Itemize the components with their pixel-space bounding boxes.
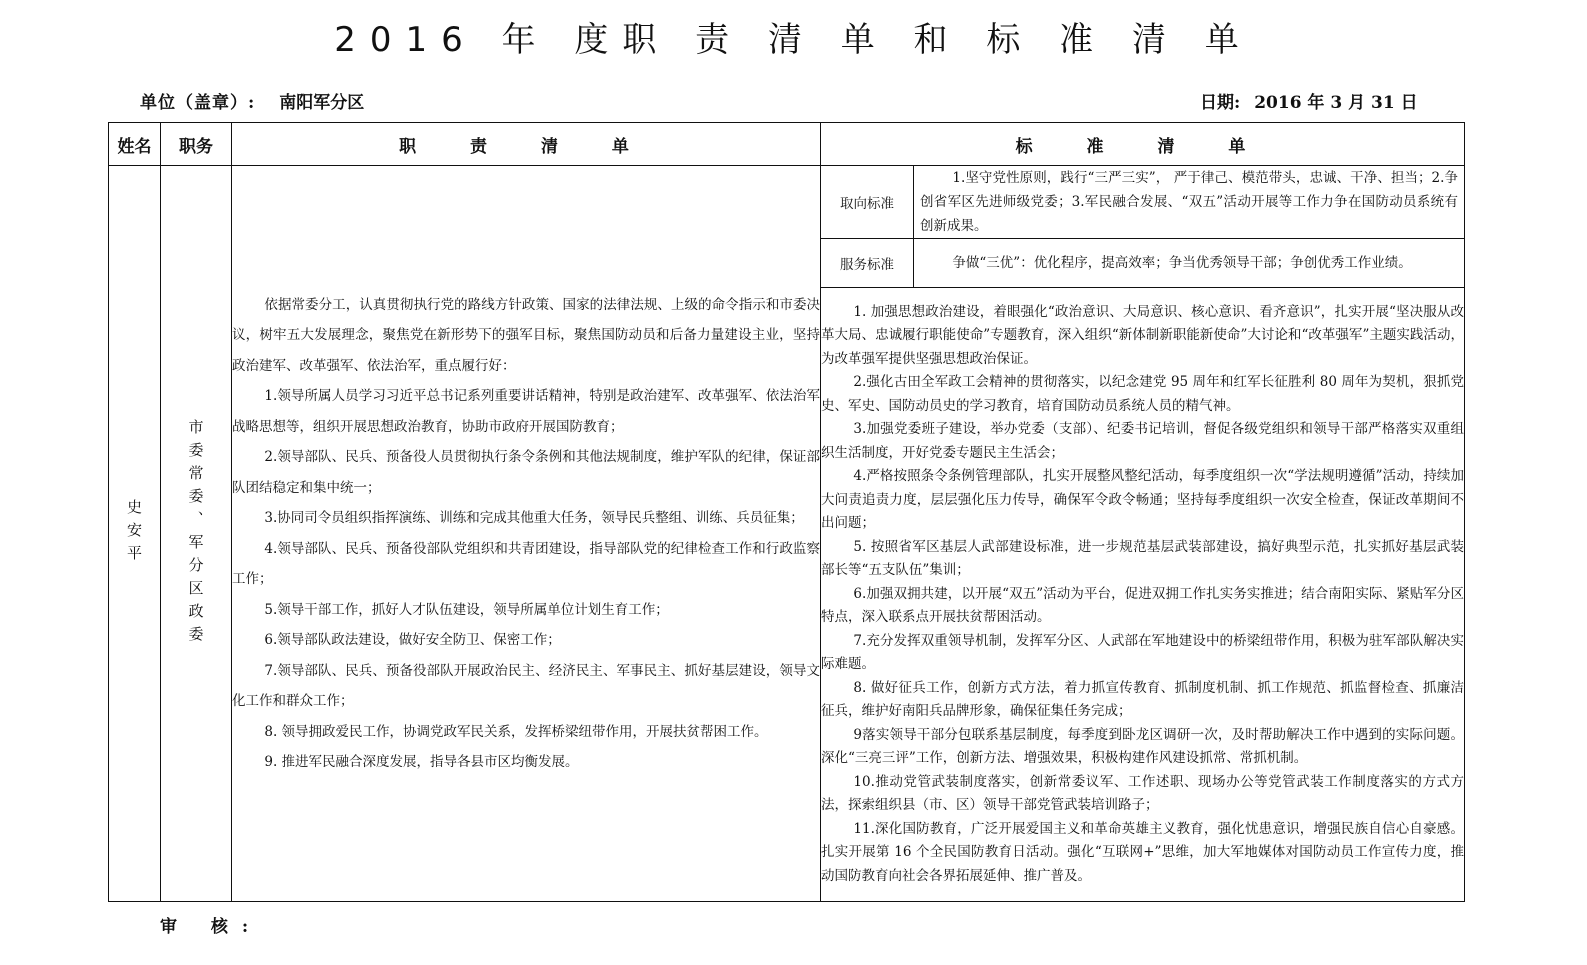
duty-paragraph: 3.协同司令员组织指挥演练、训练和完成其他重大任务，领导民兵整组、训练、兵员征集； [264, 510, 804, 526]
standard-cell [821, 166, 1465, 288]
header-post: 职务 [161, 123, 232, 166]
standard-subtable [821, 166, 1464, 287]
duty-paragraph: 7.领导部队、民兵、预备役部队开展政治民主、经济民主、军事民主、抓好基层建设，领导文化工作和群众工作； [232, 662, 820, 709]
service-label: 服务标准 [821, 239, 914, 287]
work-item: 5. 按照省军区基层人武部建设标准，进一步规范基层武装部建设，搞好典型示范，扎实抓好基层武装部长等“五支队伍”集训； [821, 538, 1464, 578]
duty-paragraph: 8. 领导拥政爱民工作，协调党政军民关系，发挥桥梁纽带作用，开展扶贫帮困工作。 [264, 723, 768, 740]
date-line [1200, 88, 1418, 113]
duty-paragraph: 1.领导所属人员学习习近平总书记系列重要讲话精神，特别是政治建军、改革强军、依法治军战略思想等，组织开展思想政治教育，协助市政府开展国防教育； [232, 388, 820, 435]
responsibility-table [108, 122, 1465, 902]
work-item: 8. 做好征兵工作，创新方式方法，着力抓宣传教育、抓制度机制、抓工作规范、抓监督检查、抓廉洁征兵，维护好南阳兵品牌形象，确保征集任务完成； [821, 679, 1464, 719]
duty-paragraph: 依据常委分工，认真贯彻执行党的路线方针政策、国家的法律法规、上级的命令指示和市委决议，树牢五大发展理念，聚焦党在新形势下的强军目标，聚焦国防动员和后备力量建设主业，坚持政治建军、改革强军、依法治军，重点履行好： [232, 296, 820, 374]
duty-paragraph: 6.领导部队政法建设，做好安全防卫、保密工作； [264, 632, 561, 648]
work-item: 9落实领导干部分包联系基层制度，每季度到卧龙区调研一次，及时帮助解决工作中遇到的实际问题。深化“三亮三评”工作，创新方法、增强效果，积极构建作风建设抓常、常抓机制。 [821, 726, 1464, 766]
work-item: 10.推动党管武装制度落实，创新常委议军、工作述职、现场办公等党管武装工作制度落实的方式方法，探索组织县（市、区）领导干部党管武装培训路子； [821, 773, 1464, 813]
header-standard: 标 准 清 单 [821, 123, 1465, 166]
work-item: 2.强化古田全军政工会精神的贯彻落实，以纪念建党 95 周年和红军长征胜利 80 周年为契机，狠抓党史、军史、国防动员史的学习教育，培育国防动员系统人员的精气神。 [821, 374, 1464, 414]
work-item: 11.深化国防教育，广泛开展爱国主义和革命英雄主义教育，强化忧患意识，增强民族自信心自豪感。扎实开展第 16 个全民国防教育日活动。强化“互联网+”思维，加大军地媒体对国防动员工作宣传力度，推动国防教育向社会各界拓展延伸、推广普及。 [821, 820, 1464, 884]
name-cell [109, 166, 161, 902]
person-name: 史安平 [125, 499, 143, 568]
post-cell [161, 166, 232, 902]
service-text: 争做“三优”：优化程序，提高效率；争当优秀领导干部；争创优秀工作业绩。 [952, 254, 1412, 271]
work-item: 7.充分发挥双重领导机制，发挥军分区、人武部在军地建设中的桥梁纽带作用，积极为驻军部队解决实际难题。 [821, 632, 1464, 672]
header-name: 姓名 [109, 123, 161, 166]
duty-paragraph: 5.领导干部工作，抓好人才队伍建设，领导所属单位计划生育工作； [264, 601, 669, 618]
unit-line [140, 88, 364, 113]
date-label: 日期: [1200, 93, 1241, 113]
work-items-cell [821, 287, 1465, 902]
duty-paragraph: 4.领导部队、民兵、预备役部队党组织和共青团建设，指导部队党的纪律检查工作和行政监察工作； [232, 540, 820, 587]
duty-paragraph: 9. 推进军民融合深度发展，指导各县市区均衡发展。 [264, 754, 579, 770]
date-value: 2016 年 3 月 31 日 [1254, 93, 1418, 113]
duty-paragraph: 2.领导部队、民兵、预备役人员贯彻执行条令条例和其他法规制度，维护军队的纪律，保证部队团结稳定和集中统一； [232, 449, 820, 496]
person-post: 市委常委、军分区政委 [186, 418, 205, 649]
orientation-text: 1.坚守党性原则，践行“三严三实”， 严于律己、模范带头，忠诚、干净、担当；2.争创省军区先进师级党委；3.军民融合发展、“双五”活动开展等工作力争在国防动员系统有创新成果。 [914, 166, 1465, 239]
header-duty: 职 责 清 单 [232, 123, 821, 166]
work-item: 3.加强党委班子建设，举办党委（支部）、纪委书记培训，督促各级党组织和领导干部严格落实双重组织生活制度，开好党委专题民主生活会； [821, 421, 1464, 461]
duty-cell [232, 166, 821, 902]
unit-value: 南阳军分区 [279, 93, 365, 113]
work-item: 1. 加强思想政治建设，着眼强化“政治意识、大局意识、核心意识、看齐意识”，扎实开展“坚决服从改革大局、忠诚履行职能使命”专题教育，深入组织“新体制新职能新使命”大讨论和“改革强军”主题实践活动，为改革强军提供坚强思想政治保证。 [821, 303, 1464, 367]
orientation-label: 取向标准 [821, 166, 914, 239]
page-title: 2016 年 度职 责 清 单 和 标 准 清 单 [334, 20, 1253, 60]
review-label: 审 核: [160, 917, 263, 937]
unit-label: 单位（盖章）: [140, 93, 256, 113]
work-item: 6.加强双拥共建，以开展“双五”活动为平台，促进双拥工作扎实务实推进；结合南阳实际、紧贴军分区特点，深入联系点开展扶贫帮困活动。 [821, 585, 1464, 625]
work-item: 4.严格按照条令条例管理部队，扎实开展整风整纪活动，每季度组织一次“学法规明遵循”活动，持续加大问责追责力度，层层强化压力传导，确保军令政令畅通；坚持每季度组织一次安全检查，保证改革期间不出问题； [821, 468, 1464, 531]
